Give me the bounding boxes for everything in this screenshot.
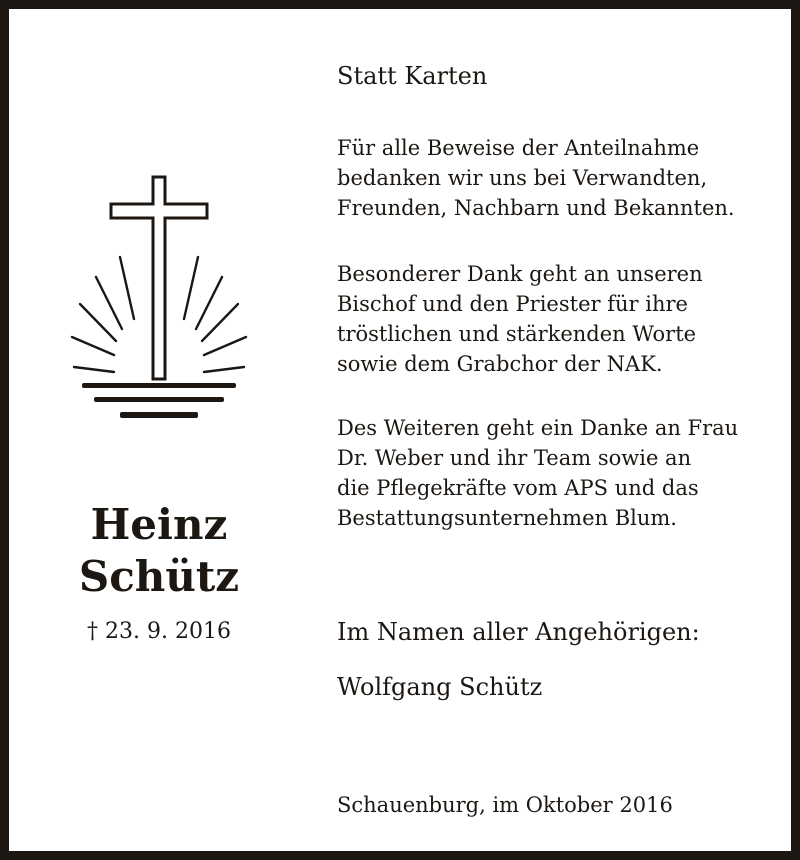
text-line: die Pflegekräfte vom APS und das: [337, 476, 699, 500]
signoff: Im Namen aller Angehörigen:: [337, 618, 700, 646]
text-line: Des Weiteren geht ein Danke an Frau: [337, 416, 739, 440]
text-line: Freunden, Nachbarn und Bekannten.: [337, 196, 735, 220]
text-line: tröstlichen und stärkenden Worte: [337, 322, 697, 346]
text-line: Bischof und den Priester für ihre: [337, 292, 688, 316]
thanks-paragraph-3: [337, 413, 797, 533]
signer-name: Wolfgang Schütz: [337, 673, 543, 701]
thanks-paragraph-2: [337, 259, 797, 379]
deceased-last-name: Schütz: [78, 552, 240, 601]
text-line: sowie dem Grabchor der NAK.: [337, 352, 663, 376]
heading: Statt Karten: [337, 62, 488, 90]
cross-sunrise-icon: [64, 169, 254, 429]
text-line: Dr. Weber und ihr Team sowie an: [337, 446, 692, 470]
thanks-paragraph-1: [337, 133, 797, 223]
text-line: Bestattungsunternehmen Blum.: [337, 506, 677, 530]
place-date: Schauenburg, im Oktober 2016: [337, 793, 673, 817]
text-line: bedanken wir uns bei Verwandten,: [337, 166, 708, 190]
death-date: † 23. 9. 2016: [87, 619, 231, 644]
text-line: Für alle Beweise der Anteilnahme: [337, 136, 700, 160]
text-line: Besonderer Dank geht an unseren: [337, 262, 703, 286]
deceased-first-name: Heinz: [90, 500, 228, 549]
